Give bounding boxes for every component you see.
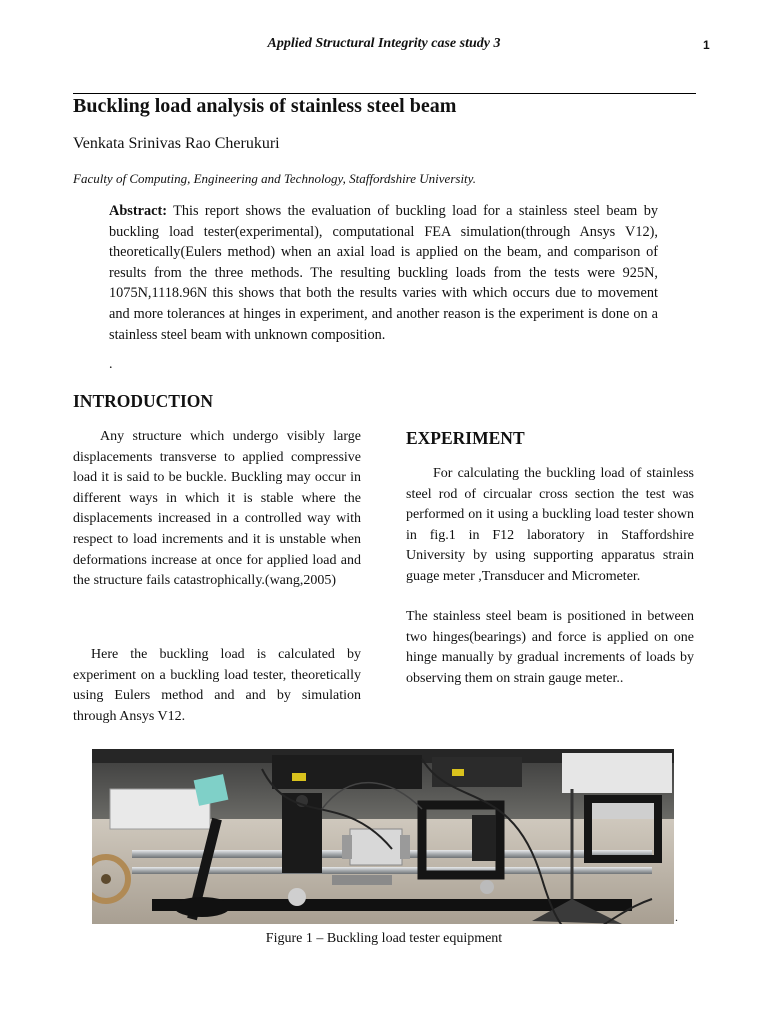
introduction-paragraph-1: Any structure which undergo visibly large displacements transverse to applied compressive load it is said to be buckle. Buckling may occur in different ways in which it is stable where the displacements increased in a controlled way with respect to load increments and it is unstable when deformations increase at once for applied load and the structure fails catastrophically.(wang,2005) xyxy=(73,429,361,589)
author-affiliation: Faculty of Computing, Engineering and Technology, Staffordshire University. xyxy=(73,171,476,186)
experiment-paragraph-2: The stainless steel beam is positioned in between two hinges(bearings) and force is applied on one hinge manually by gradual increments of loads by observing them on strain gauge meter.. xyxy=(406,609,694,686)
buckling-tester-illustration xyxy=(92,749,674,924)
figure-caption: Figure 1 – Buckling load tester equipment xyxy=(265,931,503,946)
figure-photo-buckling-tester xyxy=(92,749,674,924)
figure-trailing-dot: . xyxy=(675,910,678,924)
introduction-paragraph-2: Here the buckling load is calculated by experiment on a buckling load tester, theoretically using Eulers method and and by simulation through Ansys V12. xyxy=(73,647,361,724)
paper-title: Buckling load analysis of stainless steel beam xyxy=(73,95,457,117)
experiment-paragraph-1: For calculating the buckling load of stainless steel rod of circualar cross section the test was performed on it using a buckling load tester shown in fig.1 in F12 laboratory in Staffordshire University by using supporting apparatus strain guage meter ,Transducer and Micrometer. xyxy=(406,466,694,584)
author-name: Venkata Srinivas Rao Cherukuri xyxy=(73,135,280,152)
header-rule xyxy=(73,93,696,94)
abstract-label: Abstract: xyxy=(109,203,167,219)
running-header: Applied Structural Integrity case study 3 xyxy=(267,36,501,51)
abstract-text: This report shows the evaluation of buckling load for a stainless steel beam by buckling load tester(experimental), computational FEA simulation(through Ansys V12), theoretically(Eulers method) when an axial load is applied on the beam, and comparison of results from the three methods. The resulting buckling loads from the tests were 925N, 1075N,1118.96N this shows that both the results varies with which occurs due to movement and more tolerances at hinges in experiment, and another reason is the experiment is done on a stainless steel beam with unknown composition. xyxy=(109,203,658,343)
introduction-heading: INTRODUCTION xyxy=(73,391,214,411)
stray-dot: . xyxy=(109,357,113,372)
abstract xyxy=(109,201,658,345)
experiment-heading: EXPERIMENT xyxy=(406,428,525,448)
page-number: 1 xyxy=(703,38,710,52)
